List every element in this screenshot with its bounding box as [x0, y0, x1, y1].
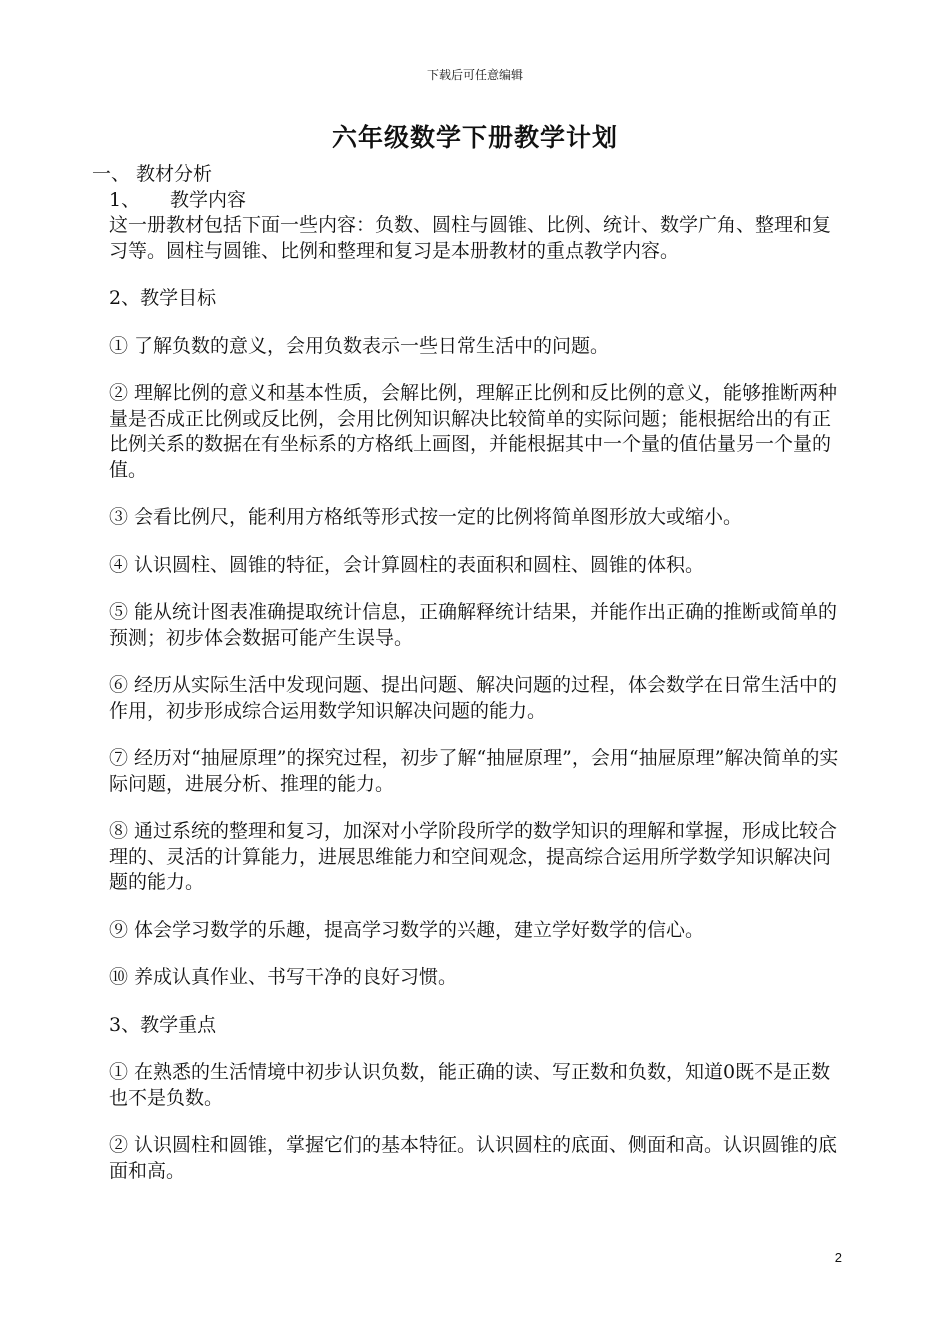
- list-item: ⑦ 经历对“抽屉原理”的探究过程，初步了解“抽屉原理”，会用“抽屉原理”解决简单的实际问题，进展分析、推理的能力。: [109, 747, 839, 795]
- list-item: ① 在熟悉的生活情境中初步认识负数，能正确的读、写正数和负数，知道0既不是正数也不是负数。: [109, 1061, 831, 1109]
- list-item: ① 了解负数的意义，会用负数表示一些日常生活中的问题。: [109, 334, 610, 357]
- list-item: ② 理解比例的意义和基本性质，会解比例，理解正比例和反比例的意义，能够推断两种量是否成正比例或反比例，会用比例知识解决比较简单的实际问题；能根据给出的有正比例关系的数据在有坐标系的方格纸上画图，并能根据其中一个量的值估量另一个量的值。: [109, 382, 838, 481]
- list-item: ⑨ 体会学习数学的乐趣，提高学习数学的兴趣，建立学好数学的信心。: [109, 918, 705, 941]
- section-heading: 一、 教材分析: [92, 163, 213, 185]
- list-item: ⑧ 通过系统的整理和复习，加深对小学阶段所学的数学知识的理解和掌握，形成比较合理的、灵活的计算能力，进展思维能力和空间观念，提高综合运用所学数学知识解决问题的能力。: [109, 820, 838, 893]
- list-item: ② 认识圆柱和圆锥，掌握它们的基本特征。认识圆柱的底面、侧面和高。认识圆锥的底面和高。: [109, 1134, 838, 1182]
- subsection-heading: 3、教学重点: [109, 1013, 217, 1036]
- list-item: ⑥ 经历从实际生活中发现问题、提出问题、解决问题的过程，体会数学在日常生活中的作用，初步形成综合运用数学知识解决问题的能力。: [109, 674, 838, 722]
- document-body: [92, 162, 847, 1184]
- list-item: ⑩ 养成认真作业、书写干净的良好习惯。: [109, 966, 458, 988]
- list-item: ⑤ 能从统计图表准确提取统计信息，正确解释统计结果，并能作出正确的推断或简单的预测；初步体会数据可能产生误导。: [109, 601, 838, 649]
- paragraph: 这一册教材包括下面一些内容：负数、圆柱与圆锥、比例、统计、数学广角、整理和复习等。圆柱与圆锥、比例和整理和复习是本册教材的重点教学内容。: [109, 214, 832, 262]
- subsection-heading: 2、教学目标: [109, 287, 217, 309]
- page-number: 2: [834, 1250, 842, 1265]
- subsection-heading: [92, 188, 847, 214]
- page-title: 六年级数学下册教学计划: [331, 123, 618, 152]
- subsection-title: 教学内容: [170, 188, 247, 211]
- subsection-number: 1、: [109, 188, 141, 211]
- list-item: ③ 会看比例尺，能利用方格纸等形式按一定的比例将简单图形放大或缩小。: [109, 506, 743, 528]
- list-item: ④ 认识圆柱、圆锥的特征，会计算圆柱的表面积和圆柱、圆锥的体积。: [109, 553, 705, 576]
- header-note: 下载后可任意编辑: [426, 68, 523, 82]
